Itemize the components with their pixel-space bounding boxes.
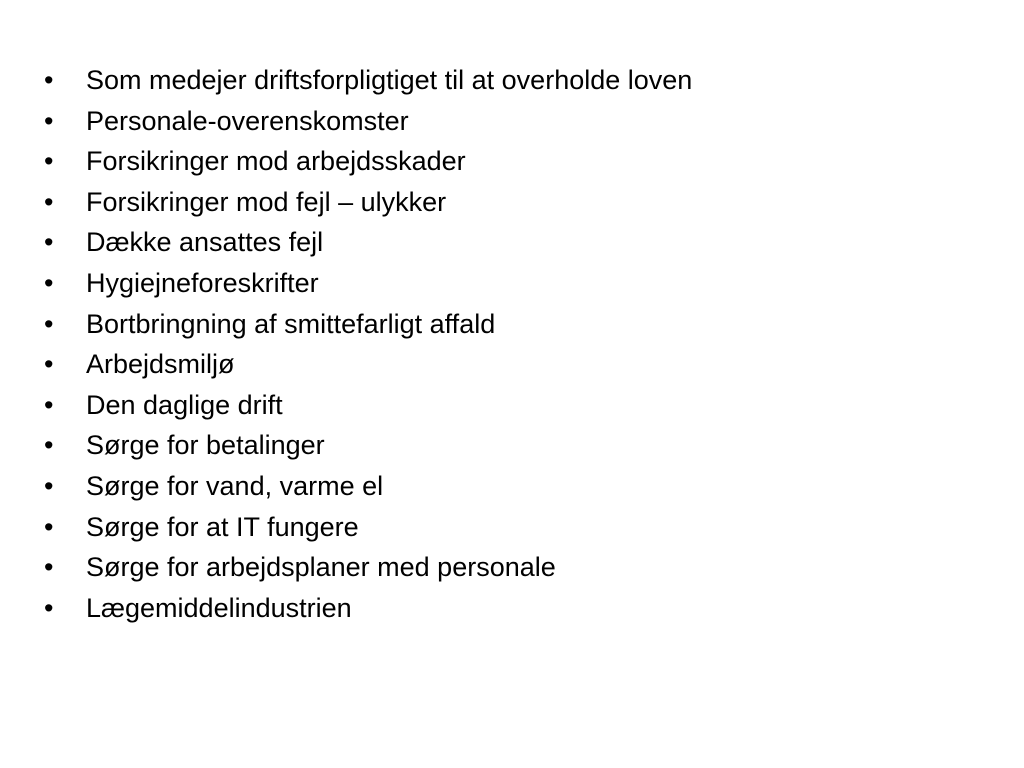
bullet-icon: • [44, 349, 54, 380]
list-item-text: Den daglige drift [86, 389, 283, 420]
bullet-icon: • [44, 592, 54, 623]
list-item-text: Sørge for arbejdsplaner med personale [86, 552, 556, 583]
bullet-icon: • [44, 511, 54, 542]
list-item-text: Sørge for betalinger [86, 430, 325, 461]
list-item-text: Forsikringer mod fejl – ulykker [86, 186, 447, 217]
bullet-icon: • [44, 186, 54, 217]
bullet-icon: • [44, 552, 54, 583]
list-item-text: Lægemiddelindustrien [86, 592, 352, 623]
list-item-text: Personale-overenskomster [86, 105, 409, 136]
list-item-text: Hygiejneforeskrifter [86, 267, 319, 298]
bullet-icon: • [44, 389, 54, 420]
list-item-text: Som medejer driftsforpligtiget til at overholde loven [86, 65, 693, 95]
bullet-icon: • [44, 267, 54, 298]
bullet-icon: • [44, 308, 54, 339]
bullet-icon: • [44, 65, 54, 95]
list-item-text: Forsikringer mod arbejdsskader [86, 146, 466, 177]
list-item-text: Dække ansattes fejl [86, 227, 324, 258]
bullet-icon: • [44, 227, 54, 258]
bullet-icon: • [44, 146, 54, 177]
list-item-text: Sørge for at IT fungere [86, 511, 359, 542]
bullet-icon: • [44, 105, 54, 136]
list-item-text: Arbejdsmiljø [86, 349, 235, 380]
list-item-text: Bortbringning af smittefarligt affald [86, 308, 496, 339]
list-item-text: Sørge for vand, varme el [86, 470, 384, 501]
bullet-icon: • [44, 430, 54, 461]
bullet-icon: • [44, 470, 54, 501]
